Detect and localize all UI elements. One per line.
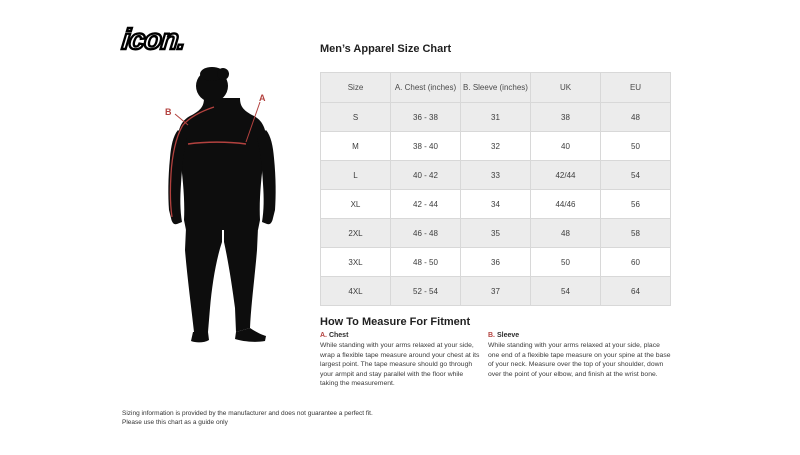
measure-cell: 36 - 38 [391,103,461,132]
table-row [321,132,671,161]
measure-cell: 54 [531,277,601,306]
measure-cell: 48 - 50 [391,248,461,277]
measure-cell: 34 [461,190,531,219]
size-chart-table [320,72,671,306]
sleeve-instructions-text: While standing with your arms relaxed at your side, place one end of a flexible tape measure on your spine at the base of your neck. Measure over the top of your shoulder, down over the point of your elbow, and finish at the wrist bone. [488,342,671,378]
page-title: Men’s Apparel Size Chart [320,43,452,55]
measure-cell: 56 [601,190,671,219]
measurement-label-a: A [259,93,266,103]
table-row [321,277,671,306]
sizing-disclaimer [122,410,373,427]
chest-label: Chest [328,332,349,339]
size-cell: 4XL [321,277,391,306]
column-header: UK [531,73,601,103]
size-cell: XL [321,190,391,219]
brand-logo-text: icon. [120,24,187,56]
size-cell: 2XL [321,219,391,248]
size-table-header-row [321,73,671,103]
table-row [321,190,671,219]
measure-cell: 40 [531,132,601,161]
measure-cell: 64 [601,277,671,306]
sizing-disclaimer-line1: Sizing information is provided by the manufacturer and does not guarantee a perfect fit. [122,410,373,417]
how-to-measure-sections [320,332,672,389]
size-cell: 3XL [321,248,391,277]
body-silhouette [168,67,275,342]
column-header: B. Sleeve (inches) [461,73,531,103]
table-row [321,103,671,132]
sleeve-instructions [488,332,672,389]
measure-cell: 54 [601,161,671,190]
brand-logo [120,24,186,57]
size-cell: S [321,103,391,132]
sizing-disclaimer-line2: Please use this chart as a guide only [122,418,228,426]
measure-cell: 33 [461,161,531,190]
size-cell: L [321,161,391,190]
measure-cell: 44/46 [531,190,601,219]
size-figure [138,60,313,350]
measure-cell: 37 [461,277,531,306]
column-header: EU [601,73,671,103]
measure-cell: 32 [461,132,531,161]
measurement-label-b: B [165,107,172,117]
chest-label-prefix: A. [320,332,327,339]
size-table-body [321,103,671,306]
measure-cell: 31 [461,103,531,132]
measure-cell: 52 - 54 [391,277,461,306]
measure-cell: 38 [531,103,601,132]
sleeve-label-prefix: B. [488,332,495,339]
measure-cell: 58 [601,219,671,248]
table-row [321,161,671,190]
how-to-measure-heading: How To Measure For Fitment [320,316,471,328]
measure-cell: 50 [531,248,601,277]
chest-instructions [320,332,480,389]
measure-cell: 50 [601,132,671,161]
size-table-header [321,73,671,103]
measure-cell: 46 - 48 [391,219,461,248]
measure-cell: 48 [601,103,671,132]
sleeve-label: Sleeve [496,332,520,339]
column-header: Size [321,73,391,103]
measure-cell: 42 - 44 [391,190,461,219]
measure-cell: 48 [531,219,601,248]
measure-cell: 60 [601,248,671,277]
measure-cell: 35 [461,219,531,248]
measure-cell: 42/44 [531,161,601,190]
table-row [321,219,671,248]
measure-cell: 40 - 42 [391,161,461,190]
chest-instructions-title [320,332,480,339]
measure-cell: 36 [461,248,531,277]
body-silhouette-svg [138,60,313,350]
chest-instructions-text: While standing with your arms relaxed at your side, wrap a flexible tape measure around your chest at its largest point. The tape measure should go through your armpit and stay parallel with the floor while taking the measurement. [320,342,480,388]
sleeve-instructions-title [488,332,672,339]
table-row [321,248,671,277]
measure-cell: 38 - 40 [391,132,461,161]
size-cell: M [321,132,391,161]
column-header: A. Chest (inches) [391,73,461,103]
